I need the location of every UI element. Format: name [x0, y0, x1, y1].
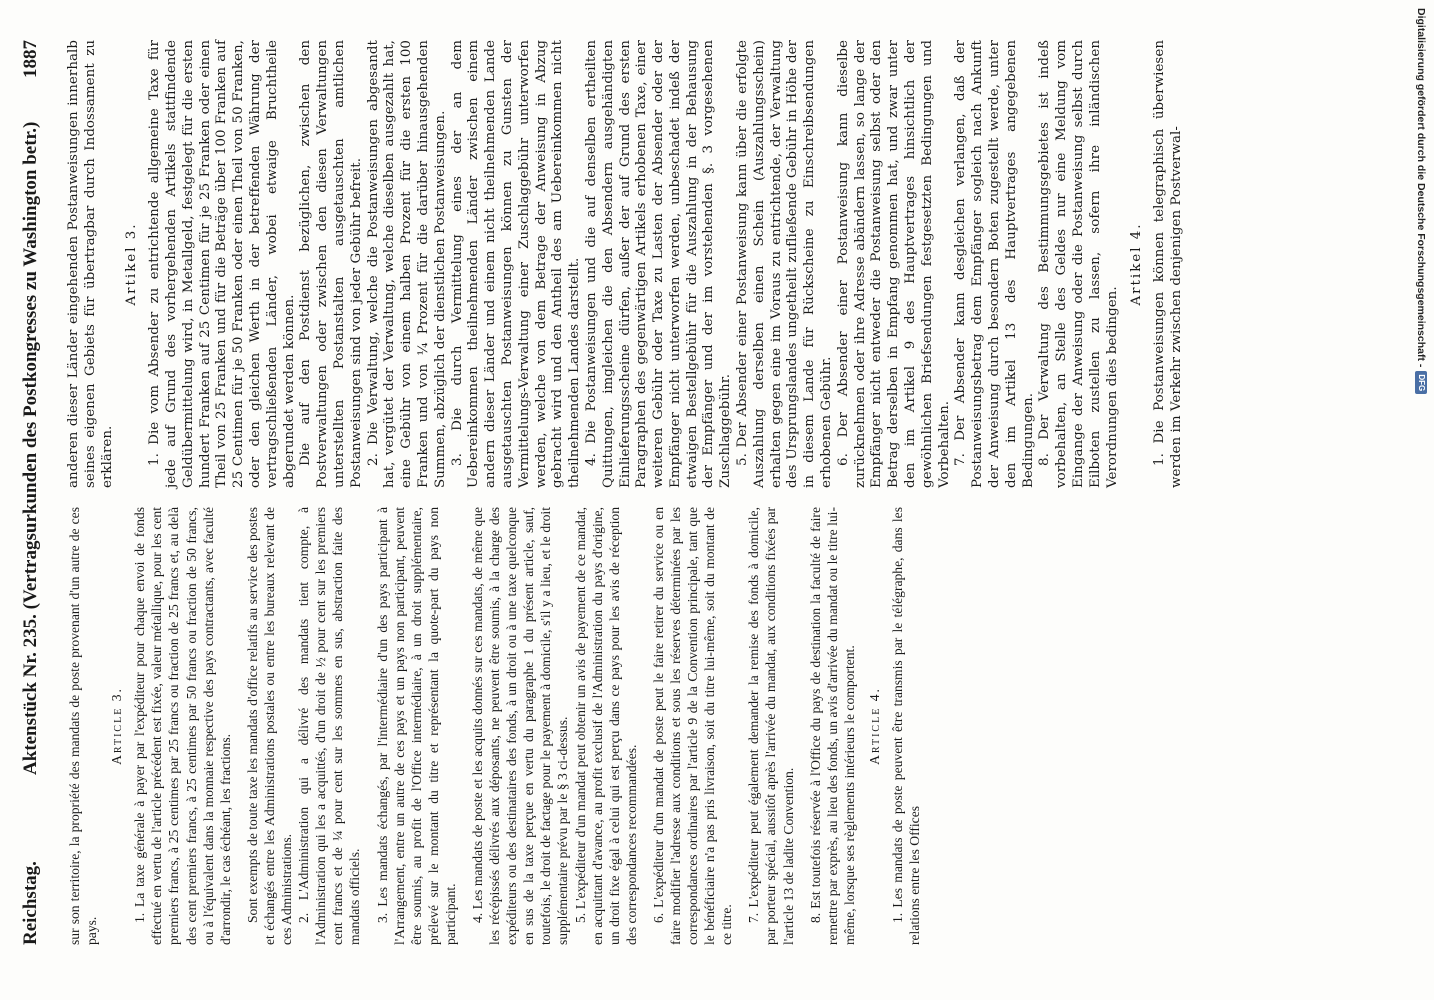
header-center: Aktenstück Nr. 235. (Vertragsurkunden des Postkongresses zu Washington betr.) [20, 121, 41, 775]
de-a3-p5: 5. Der Absender einer Postanweisung kann über die erfolgte Auszahlung derselben einen Schein (Auszahlungsschein) erhalten gegen eine im Voraus zu entrichtende, der Verwaltung des Ursprungslandes ungetheilt zufließende Gebühr in Höhe der in diesem Lande für Rückscheine zu Einschreibsendungen erhobenen Gebühr. [735, 40, 835, 488]
fr-article4-heading: Article 4. [866, 687, 882, 765]
fr-intro: sur son territoire, la propriété des mandats de poste provenant d'un autre de ces pays. [67, 507, 100, 945]
fr-a3-p1: 1. La taxe générale à payer par l'expéditeur pour chaque envoi de fonds effectué en vertu de l'article précédent est fixée, valeur métallique, pour les cent premiers francs, à 25 centimes par 25 francs ou fraction de 25 francs et, au delà des cent premiers francs, à 25 centimes par 50 francs ou fraction de 50 francs, ou à l'équivalent dans la monnaie respective des pays contractants, avec faculté d'arrondir, le cas échéant, les fractions. [132, 507, 233, 945]
de-a4-p1: 1. Die Postanweisungen können telegraphisch überwiesen werden im Verkehr zwischen denjenigen Postverwal- [1152, 40, 1184, 488]
credit-text: Digitalisierung gefördert durch die Deutsche Forschungsgemeinschaft - [1415, 8, 1427, 368]
french-column [66, 507, 923, 945]
de-a3-p1: 1. Die vom Absender zu entrichtende allgemeine Taxe für jede auf Grund des vorhergehenden Artikels stattfindende Geldübermittelung wird, in Metallgeld, festgelegt für die ersten hundert Franken auf 25 Centimen für je 25 Franken oder einen Theil von 25 Franken und für die Beträge über 100 Franken auf 25 Centimen für je 50 Franken oder einen Theil von 50 Franken, oder den gleichen Werth in der betreffenden Währung der vertragschließenden Länder, wobei etwaige Bruchtheile abgerundet werden können. [147, 40, 297, 488]
fr-a3-p3: 3. Les mandats échangés, par l'intermédiaire d'un des pays participant à l'Arrangement, entre un autre de ces pays et un pays non participant, peuvent être soumis, au profit de l'Office intermédiaire, à un droit supplémentaire, prélevé sur le montant du titre et représentant la quote-part du pays non participant. [374, 507, 458, 945]
fr-a4-p1: 1. Les mandats de poste peuvent être transmis par le télégraphe, dans les relations entre les Offices [890, 507, 923, 945]
fr-article3-heading: Article 3. [109, 687, 125, 765]
header-left: Reichstag. [20, 861, 41, 945]
de-article4-heading: Artikel 4. [1129, 222, 1145, 306]
digitization-credit [1410, 8, 1432, 392]
de-a3-p2: 2. Die Verwaltung, welche die Postanweisungen abgesandt hat, vergütet der Verwaltung, welche dieselben ausgezahlt hat, eine Gebühr von einem halben Prozent für die ersten 100 Franken und von ¼ Prozent für die darüber hinausgehenden Summen, abzüglich der dienstlichen Postanweisungen. [365, 40, 448, 488]
fr-a3-p4: 4. Les mandats de poste et les acquits donnés sur ces mandats, de même que les récépissés délivrés aux déposants, ne peuvent être soumis, à la charge des expéditeurs ou des destinataires des fonds, à un droit ou à une taxe quelconque en sus de la taxe perçue en vertu du paragraphe 1 du présent article, sauf, toutefois, le droit de factage pour le payement à domicile, s'il y a lieu, et le droit supplémentaire prévu par le § 3 ci-dessus. [469, 507, 571, 945]
fr-a3-p7: 7. L'expéditeur peut également demander la remise des fonds à domicile, par porteur spécial, aussitôt après l'arrivée du mandat, aux conditions fixées par l'article 13 de ladite Convention. [746, 507, 796, 945]
page-header [14, 40, 54, 945]
de-intro: anderen dieser Länder eingehenden Postanweisungen innerhalb seines eigenen Gebiets für übertragbar durch Indossament zu erklären. [66, 40, 115, 488]
fr-a3-p8: 8. Est toutefois réservée à l'Office du pays de destination la faculté de faire remettre par exprès, au lieu des fonds, un avis d'arrivée du mandat ou le titre lui-même, lorsque ses règlements intérieurs le comportent. [807, 507, 857, 945]
de-a3-p8: 8. Der Verwaltung des Bestimmungsgebietes ist indeß vorbehalten, an Stelle des Geldes nur eine Meldung vom Eingange der Anweisung oder die Postanweisung selbst durch Eilboten zustellen zu lassen, sofern ihre inländischen Verordnungen dies bedingen. [1037, 40, 1120, 488]
header-page-number: 1887 [20, 40, 41, 78]
fr-a3-p6: 6. L'expéditeur d'un mandat de poste peut le faire retirer du service ou en faire modifier l'adresse aux conditions et sous les réserves déterminées par les correspondances ordinaires par l'article 9 de la Convention principale, tant que le bénéficiaire n'a pas pris livraison, soit du titre lui-même, soit du montant de ce titre. [650, 507, 735, 945]
de-a3-p3: 3. Die durch Vermittelung eines der an dem Uebereinkommen theilnehmenden Länder zwischen einem andern dieser Länder und einem nicht theilnehmenden Lande ausgetauschten Postanweisungen können zu Gunsten der Vermittelungs-Verwaltung einer Zuschlaggebühr unterworfen werden, welche von dem Betrage der Anweisung in Abzug gebracht wird und den Antheil des am Uebereinkommen nicht theilnehmenden Landes darstellt. [449, 40, 583, 488]
fr-a3-p2: 2. L'Administration qui a délivré des mandats tient compte, à l'Administration qui les a acquittés, d'un droit de ½ pour cent sur les premiers cent francs et de ¼ pour cent sur les sommes en sus, abstraction faite des mandats officiels. [296, 507, 363, 945]
de-a3-p6: 6. Der Absender einer Postanweisung kann dieselbe zurücknehmen oder ihre Adresse abändern lassen, so lange der Empfänger nicht entweder die Postanweisung selbst oder den Betrag derselben in Empfang genommen hat, und zwar unter den im Artikel 9 des Hauptvertrages hinsichtlich der gewöhnlichen Briefsendungen festgesetzten Bedingungen und Vorbehalten. [835, 40, 952, 488]
de-a3-p4: 4. Die Postanweisungen und die auf denselben ertheilten Quittungen, imgleichen die den Absendern ausgehändigten Einlieferungsscheine dürfen, außer der auf Grund des ersten Paragraphen des gegenwärtigen Artikels erhobenen Taxe, einer weiteren Gebühr oder Taxe zu Lasten der Absender oder der Empfänger nicht unterworfen werden, unbeschadet indeß der etwaigen Bestellgebühr für die Auszahlung in der Behausung der Empfänger und der im vorstehenden §. 3 vorgesehenen Zuschlaggebühr. [583, 40, 734, 488]
fr-a3-p1b: Sont exempts de toute taxe les mandats d'office relatifs au service des postes et échangés entre les Administrations postales ou entre les bureaux relevant de ces Administrations. [244, 507, 295, 945]
german-column [66, 40, 1186, 488]
de-a3-p1b: Die auf den Postdienst bezüglichen, zwischen den Postverwaltungen oder zwischen den diesen Verwaltungen unterstellten Postanstalten ausgetauschten amtlichen Postanweisungen sind von jeder Gebühr befreit. [298, 40, 364, 488]
de-article3-heading: Artikel 3. [124, 222, 140, 306]
de-a3-p7: 7. Der Absender kann desgleichen verlangen, daß der Postanweisungsbetrag dem Empfänger sogleich nach Ankunft der Anweisung durch besondern Boten zugestellt werde, unter den im Artikel 13 des Hauptvertrages angegebenen Bedingungen. [953, 40, 1036, 488]
dfg-logo: DFG [1415, 371, 1427, 394]
fr-a3-p5: 5. L'expéditeur d'un mandat peut obtenir un avis de payement de ce mandat, en acquittant d'avance, au profit exclusif de l'Administration du pays d'origine, un droit fixe égal à celui qui est perçu dans ce pays pour les avis de réception des correspondances recommandées. [572, 507, 639, 945]
